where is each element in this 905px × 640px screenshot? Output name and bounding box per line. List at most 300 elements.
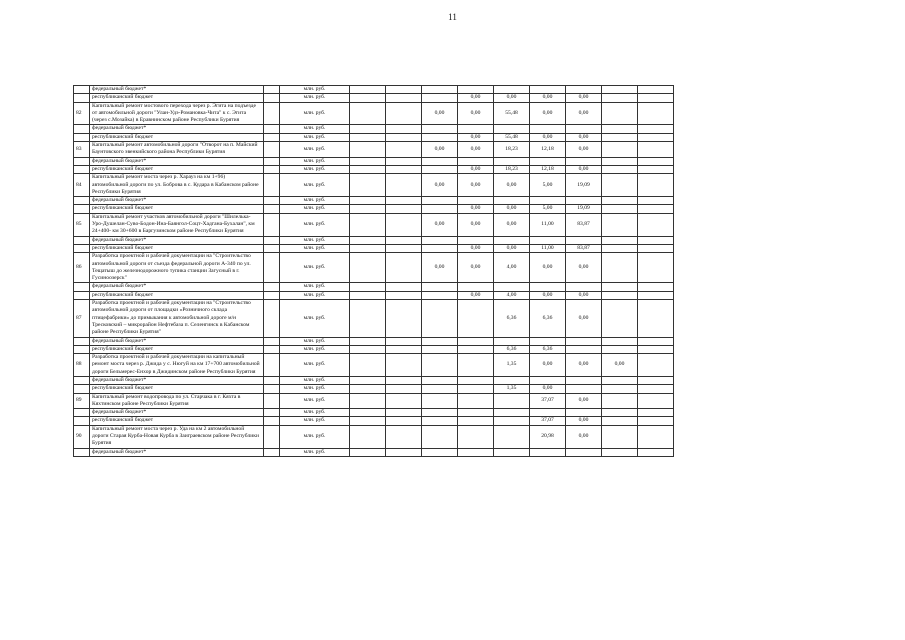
row-number-cell <box>74 376 90 384</box>
row-number-cell: 84 <box>74 174 90 197</box>
value-cell <box>422 448 458 456</box>
item-name-cell: республиканский бюджет <box>90 417 264 425</box>
value-cell: 83,87 <box>566 213 602 236</box>
item-name-cell: федеральный бюджет* <box>90 283 264 291</box>
value-cell <box>458 354 494 377</box>
value-cell <box>530 125 566 133</box>
table-row <box>74 354 710 377</box>
row-number-cell: 90 <box>74 425 90 448</box>
unit-cell: млн. руб. <box>280 205 350 213</box>
value-cell <box>458 197 494 205</box>
value-cell <box>638 425 674 448</box>
row-number-cell <box>74 345 90 353</box>
item-name-cell: республиканский бюджет <box>90 205 264 213</box>
value-cell: 55,48 <box>494 133 530 141</box>
marker-cell <box>264 376 280 384</box>
table-row <box>74 417 710 425</box>
value-cell <box>386 236 422 244</box>
value-cell <box>602 393 638 409</box>
value-cell: 0,00 <box>602 354 638 377</box>
value-cell <box>638 448 674 456</box>
item-name-cell: республиканский бюджет <box>90 94 264 102</box>
value-cell <box>566 283 602 291</box>
item-name-cell: республиканский бюджет <box>90 165 264 173</box>
value-cell <box>350 409 386 417</box>
value-cell <box>602 345 638 353</box>
value-cell <box>530 376 566 384</box>
value-cell <box>602 385 638 393</box>
value-cell: 0,00 <box>566 253 602 283</box>
marker-cell <box>264 425 280 448</box>
value-cell <box>386 133 422 141</box>
value-cell <box>350 205 386 213</box>
value-cell <box>422 425 458 448</box>
value-cell: 0,00 <box>458 165 494 173</box>
unit-cell: млн. руб. <box>280 345 350 353</box>
value-cell <box>386 425 422 448</box>
value-cell <box>494 283 530 291</box>
value-cell <box>386 393 422 409</box>
item-name-cell: Капитальный ремонт участков автомобильной дороги "Шилелька-Уро-Душелан-Суво-Бодон-Ина-Баянгол-Соцт-Хадгана-Бухалан", км 24+400- км 30+600 в Баргузинском районе Республики Бурятия <box>90 213 264 236</box>
value-cell <box>386 385 422 393</box>
value-cell: 0,00 <box>566 165 602 173</box>
value-cell <box>602 236 638 244</box>
row-number-cell <box>74 197 90 205</box>
marker-cell <box>264 244 280 252</box>
value-cell <box>422 236 458 244</box>
value-cell: 0,00 <box>458 102 494 125</box>
value-cell <box>422 133 458 141</box>
value-cell <box>350 133 386 141</box>
row-number-cell <box>74 236 90 244</box>
value-cell <box>602 94 638 102</box>
unit-cell: млн. руб. <box>280 385 350 393</box>
marker-cell <box>264 345 280 353</box>
item-name-cell: Капитальный ремонт мостового перехода через р. Эгита на подъезде от автомобильной дороги "Улан-Удэ-Романовка-Чита" к с. Эгита (через с.Мозайка) в Еравнинском районе Республики Бурятия <box>90 102 264 125</box>
value-cell <box>602 425 638 448</box>
row-number-cell <box>74 125 90 133</box>
value-cell: 0,00 <box>422 213 458 236</box>
value-cell <box>602 291 638 299</box>
row-number-cell <box>74 165 90 173</box>
value-cell: 6,36 <box>530 300 566 337</box>
value-cell <box>530 283 566 291</box>
table-row <box>74 253 710 283</box>
value-cell <box>386 417 422 425</box>
value-cell <box>494 425 530 448</box>
value-cell <box>566 197 602 205</box>
value-cell: 0,00 <box>458 213 494 236</box>
row-number-cell <box>74 409 90 417</box>
item-name-cell: Разработка проектной и рабочей документации на "Строительство автомобильной дороги от площадки «Розничного склада птицефабрики» до примыкания к автомобильной дороге м/н Тресковский – микрорайон Нефтебаза п. Селенгинск в Кабанском районе Республики Бурятия" <box>90 300 264 337</box>
row-number-cell: 88 <box>74 354 90 377</box>
value-cell <box>566 125 602 133</box>
item-name-cell: Капитальный ремонт моста через р. Уда на км 2 автомобильной дороги Старая Курба-Новая Курба в Заиграевском районе Республики Бурятия <box>90 425 264 448</box>
value-cell <box>494 157 530 165</box>
value-cell <box>386 448 422 456</box>
value-cell: 0,00 <box>494 213 530 236</box>
value-cell: 5,00 <box>530 174 566 197</box>
unit-cell: млн. руб. <box>280 133 350 141</box>
value-cell: 6,36 <box>530 345 566 353</box>
value-cell: 0,00 <box>566 102 602 125</box>
table-row <box>74 244 710 252</box>
value-cell: 37,07 <box>530 417 566 425</box>
marker-cell <box>264 393 280 409</box>
value-cell: 0,00 <box>422 253 458 283</box>
table-row <box>74 425 710 448</box>
item-name-cell: Капитальный ремонт автомобильной дороги "Отворот на п. Майский Баунтовского эвенкийского района Республики Бурятия <box>90 142 264 158</box>
item-name-cell: республиканский бюджет <box>90 244 264 252</box>
item-name-cell: федеральный бюджет* <box>90 448 264 456</box>
value-cell <box>386 94 422 102</box>
table-row <box>74 133 710 141</box>
value-cell <box>458 393 494 409</box>
table-row <box>74 376 710 384</box>
value-cell <box>458 385 494 393</box>
table-row <box>74 94 710 102</box>
value-cell <box>602 244 638 252</box>
value-cell <box>602 174 638 197</box>
unit-cell: млн. руб. <box>280 102 350 125</box>
table-row <box>74 448 710 456</box>
budget-table <box>73 85 710 457</box>
value-cell <box>386 354 422 377</box>
value-cell <box>422 197 458 205</box>
value-cell: 0,00 <box>566 393 602 409</box>
value-cell: 6,36 <box>494 345 530 353</box>
value-cell <box>422 345 458 353</box>
value-cell <box>602 86 638 94</box>
value-cell: 0,00 <box>530 253 566 283</box>
value-cell <box>494 393 530 409</box>
value-cell <box>422 244 458 252</box>
value-cell <box>422 165 458 173</box>
value-cell <box>350 213 386 236</box>
table-row <box>74 125 710 133</box>
value-cell <box>494 125 530 133</box>
unit-cell: млн. руб. <box>280 300 350 337</box>
value-cell <box>566 345 602 353</box>
value-cell <box>458 283 494 291</box>
value-cell <box>638 376 674 384</box>
table-row <box>74 102 710 125</box>
row-number-cell <box>74 283 90 291</box>
value-cell <box>602 448 638 456</box>
value-cell <box>494 197 530 205</box>
value-cell: 0,00 <box>566 291 602 299</box>
value-cell <box>350 86 386 94</box>
marker-cell <box>264 417 280 425</box>
value-cell <box>350 253 386 283</box>
row-number-cell <box>74 448 90 456</box>
value-cell <box>350 244 386 252</box>
value-cell: 0,00 <box>530 133 566 141</box>
table-row <box>74 385 710 393</box>
item-name-cell: республиканский бюджет <box>90 133 264 141</box>
table-row <box>74 213 710 236</box>
value-cell: 0,00 <box>566 354 602 377</box>
value-cell <box>494 337 530 345</box>
value-cell <box>638 385 674 393</box>
value-cell <box>422 94 458 102</box>
value-cell <box>458 125 494 133</box>
unit-cell: млн. руб. <box>280 448 350 456</box>
row-number-cell: 85 <box>74 213 90 236</box>
value-cell <box>638 337 674 345</box>
value-cell <box>530 448 566 456</box>
table-row <box>74 165 710 173</box>
item-name-cell: федеральный бюджет* <box>90 197 264 205</box>
marker-cell <box>264 133 280 141</box>
value-cell <box>494 409 530 417</box>
value-cell: 0,00 <box>458 291 494 299</box>
unit-cell: млн. руб. <box>280 291 350 299</box>
value-cell <box>602 337 638 345</box>
value-cell: 18,23 <box>494 142 530 158</box>
value-cell <box>530 157 566 165</box>
value-cell <box>638 253 674 283</box>
row-number-cell <box>74 94 90 102</box>
value-cell <box>422 125 458 133</box>
row-number-cell <box>74 337 90 345</box>
value-cell <box>530 236 566 244</box>
value-cell: 0,00 <box>422 142 458 158</box>
marker-cell <box>264 385 280 393</box>
value-cell <box>602 133 638 141</box>
marker-cell <box>264 125 280 133</box>
value-cell <box>350 283 386 291</box>
value-cell <box>422 283 458 291</box>
value-cell <box>494 236 530 244</box>
value-cell: 5,00 <box>530 205 566 213</box>
value-cell <box>422 409 458 417</box>
row-number-cell: 86 <box>74 253 90 283</box>
value-cell <box>458 425 494 448</box>
value-cell <box>458 86 494 94</box>
value-cell <box>422 300 458 337</box>
row-number-cell: 87 <box>74 300 90 337</box>
value-cell <box>422 393 458 409</box>
value-cell: 0,00 <box>530 291 566 299</box>
row-number-cell <box>74 291 90 299</box>
value-cell <box>566 337 602 345</box>
value-cell <box>350 425 386 448</box>
row-number-cell: 82 <box>74 102 90 125</box>
value-cell: 0,00 <box>458 253 494 283</box>
value-cell <box>602 157 638 165</box>
row-number-cell <box>74 385 90 393</box>
marker-cell <box>264 236 280 244</box>
value-cell: 0,00 <box>494 94 530 102</box>
row-number-cell <box>74 205 90 213</box>
value-cell <box>386 244 422 252</box>
value-cell <box>386 300 422 337</box>
value-cell <box>638 236 674 244</box>
value-cell <box>602 125 638 133</box>
value-cell: 11,00 <box>530 244 566 252</box>
table-row <box>74 393 710 409</box>
table-row <box>74 142 710 158</box>
value-cell <box>350 345 386 353</box>
item-name-cell: федеральный бюджет* <box>90 157 264 165</box>
value-cell <box>422 291 458 299</box>
table-row <box>74 300 710 337</box>
value-cell <box>350 94 386 102</box>
value-cell <box>494 448 530 456</box>
value-cell <box>638 165 674 173</box>
value-cell <box>458 157 494 165</box>
value-cell <box>422 157 458 165</box>
value-cell: 0,00 <box>530 94 566 102</box>
item-name-cell: федеральный бюджет* <box>90 86 264 94</box>
row-number-cell: 83 <box>74 142 90 158</box>
marker-cell <box>264 253 280 283</box>
item-name-cell: республиканский бюджет <box>90 385 264 393</box>
value-cell <box>566 86 602 94</box>
table-row <box>74 205 710 213</box>
value-cell <box>422 205 458 213</box>
marker-cell <box>264 102 280 125</box>
value-cell <box>638 94 674 102</box>
unit-cell: млн. руб. <box>280 425 350 448</box>
value-cell <box>638 125 674 133</box>
value-cell <box>386 376 422 384</box>
item-name-cell: Капитальный ремонт моста через р. Харауз на км 1+96) автомобильной дороги по ул. Боброва в с. Кудара в Кабанском районе Республики Бурятия <box>90 174 264 197</box>
row-number-cell <box>74 244 90 252</box>
value-cell <box>350 142 386 158</box>
marker-cell <box>264 283 280 291</box>
value-cell <box>386 205 422 213</box>
unit-cell: млн. руб. <box>280 165 350 173</box>
value-cell: 0,00 <box>422 174 458 197</box>
value-cell <box>530 86 566 94</box>
item-name-cell: федеральный бюджет* <box>90 376 264 384</box>
table-row <box>74 291 710 299</box>
value-cell: 1,35 <box>494 385 530 393</box>
value-cell: 0,00 <box>494 174 530 197</box>
item-name-cell: федеральный бюджет* <box>90 125 264 133</box>
value-cell <box>638 157 674 165</box>
value-cell: 0,00 <box>458 94 494 102</box>
value-cell: 4,00 <box>494 291 530 299</box>
value-cell <box>602 142 638 158</box>
value-cell: 0,00 <box>458 142 494 158</box>
value-cell <box>602 165 638 173</box>
value-cell <box>638 205 674 213</box>
value-cell: 83,87 <box>566 244 602 252</box>
table-row <box>74 157 710 165</box>
unit-cell: млн. руб. <box>280 213 350 236</box>
value-cell <box>350 165 386 173</box>
unit-cell: млн. руб. <box>280 417 350 425</box>
value-cell: 6,36 <box>494 300 530 337</box>
marker-cell <box>264 409 280 417</box>
value-cell <box>602 213 638 236</box>
unit-cell: млн. руб. <box>280 94 350 102</box>
value-cell <box>350 417 386 425</box>
unit-cell: млн. руб. <box>280 86 350 94</box>
value-cell: 0,00 <box>530 102 566 125</box>
unit-cell: млн. руб. <box>280 157 350 165</box>
unit-cell: млн. руб. <box>280 337 350 345</box>
page-number: 11 <box>448 12 457 22</box>
unit-cell: млн. руб. <box>280 253 350 283</box>
value-cell <box>638 133 674 141</box>
table-row <box>74 86 710 94</box>
item-name-cell: Разработка проектной и рабочей документации на "Строительство автомобильной дороги от съезда федеральной дороги А-340 по ул. Тещатыш до железнодорожного тупика станции Загусный в г. Гусиноозерск" <box>90 253 264 283</box>
unit-cell: млн. руб. <box>280 393 350 409</box>
table-row <box>74 345 710 353</box>
item-name-cell: федеральный бюджет* <box>90 337 264 345</box>
value-cell <box>458 376 494 384</box>
unit-cell: млн. руб. <box>280 236 350 244</box>
value-cell: 1,35 <box>494 354 530 377</box>
value-cell: 0,00 <box>566 300 602 337</box>
value-cell <box>386 165 422 173</box>
value-cell <box>458 448 494 456</box>
row-number-cell <box>74 157 90 165</box>
value-cell <box>350 157 386 165</box>
row-number-cell <box>74 133 90 141</box>
value-cell: 0,00 <box>566 417 602 425</box>
value-cell <box>602 102 638 125</box>
item-name-cell: федеральный бюджет* <box>90 409 264 417</box>
value-cell <box>458 337 494 345</box>
marker-cell <box>264 448 280 456</box>
value-cell: 12,18 <box>530 165 566 173</box>
value-cell: 4,00 <box>494 253 530 283</box>
value-cell <box>350 354 386 377</box>
value-cell: 0,00 <box>422 102 458 125</box>
value-cell <box>422 385 458 393</box>
marker-cell <box>264 197 280 205</box>
value-cell <box>566 385 602 393</box>
value-cell <box>530 197 566 205</box>
value-cell <box>602 205 638 213</box>
unit-cell: млн. руб. <box>280 125 350 133</box>
value-cell: 0,00 <box>530 385 566 393</box>
value-cell: 11,00 <box>530 213 566 236</box>
unit-cell: млн. руб. <box>280 174 350 197</box>
value-cell <box>350 337 386 345</box>
value-cell <box>350 197 386 205</box>
value-cell <box>638 213 674 236</box>
unit-cell: млн. руб. <box>280 197 350 205</box>
value-cell: 12,18 <box>530 142 566 158</box>
marker-cell <box>264 213 280 236</box>
value-cell <box>386 197 422 205</box>
value-cell: 0,00 <box>458 244 494 252</box>
value-cell <box>566 157 602 165</box>
row-number-cell <box>74 86 90 94</box>
unit-cell: млн. руб. <box>280 409 350 417</box>
value-cell <box>638 417 674 425</box>
marker-cell <box>264 337 280 345</box>
value-cell <box>602 409 638 417</box>
value-cell <box>638 244 674 252</box>
value-cell: 55,48 <box>494 102 530 125</box>
value-cell <box>494 417 530 425</box>
value-cell <box>386 253 422 283</box>
value-cell: 0,00 <box>566 142 602 158</box>
value-cell <box>386 86 422 94</box>
unit-cell: млн. руб. <box>280 142 350 158</box>
marker-cell <box>264 300 280 337</box>
table-row <box>74 236 710 244</box>
table-row <box>74 337 710 345</box>
value-cell <box>350 174 386 197</box>
